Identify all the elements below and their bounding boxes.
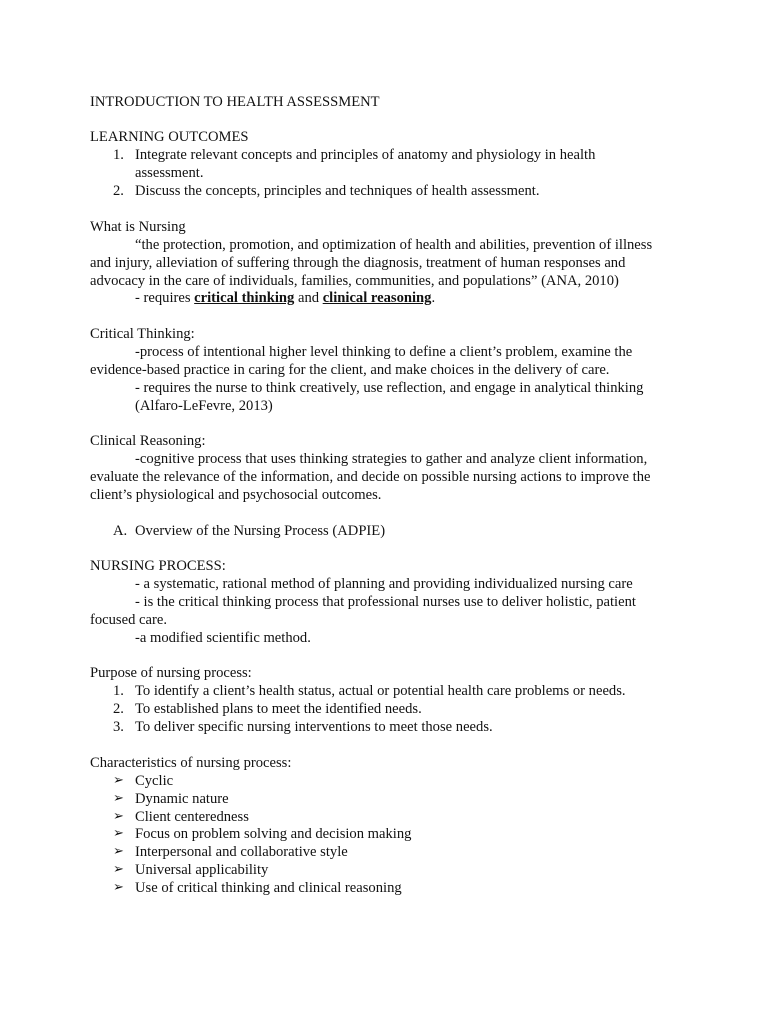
clinical-reasoning-line: client’s physiological and psychosocial outcomes. [90, 487, 382, 503]
clinical-reasoning-line: evaluate the relevance of the information, and decide on possible nursing actions to improve the [90, 469, 651, 485]
overview-heading: Overview of the Nursing Process (ADPIE) [135, 523, 386, 539]
characteristic-item: Cyclic [135, 773, 174, 789]
and-text: and [294, 290, 323, 306]
document-title: INTRODUCTION TO HEALTH ASSESSMENT [90, 94, 380, 110]
arrow-bullet-icon: ➢ [113, 826, 124, 841]
outcome-text: assessment. [135, 165, 204, 181]
nursing-process-line: -a modified scientific method. [135, 630, 311, 646]
critical-thinking-line: (Alfaro-LeFevre, 2013) [135, 398, 273, 414]
purpose-item: To established plans to meet the identified needs. [135, 701, 422, 717]
requires-prefix: - requires [135, 290, 195, 306]
period-text: . [431, 290, 436, 306]
characteristics-heading: Characteristics of nursing process: [90, 755, 292, 771]
nursing-definition-line: and injury, alleviation of suffering through the diagnosis, treatment of human responses and [90, 255, 626, 271]
purpose-item: To identify a client’s health status, actual or potential health care problems or needs. [135, 683, 626, 699]
outcome-text: Discuss the concepts, principles and techniques of health assessment. [135, 183, 540, 199]
characteristic-item: Client centeredness [135, 809, 249, 825]
critical-thinking-line: evidence-based practice in caring for the client, and make choices in the delivery of care. [90, 362, 610, 378]
characteristic-item: Use of critical thinking and clinical reasoning [135, 880, 402, 896]
section-letter: A. [113, 523, 128, 539]
purpose-heading: Purpose of nursing process: [90, 665, 252, 681]
arrow-bullet-icon: ➢ [113, 862, 124, 877]
arrow-bullet-icon: ➢ [113, 880, 124, 895]
arrow-bullet-icon: ➢ [113, 844, 124, 859]
characteristic-item: Interpersonal and collaborative style [135, 844, 348, 860]
nursing-process-heading: NURSING PROCESS: [90, 558, 226, 574]
critical-thinking-term: critical thinking [194, 290, 295, 306]
purpose-number: 3. [113, 719, 124, 735]
arrow-bullet-icon: ➢ [113, 791, 124, 806]
purpose-number: 1. [113, 683, 124, 699]
clinical-reasoning-line: -cognitive process that uses thinking strategies to gather and analyze client information, [135, 451, 648, 467]
nursing-process-line: - is the critical thinking process that professional nurses use to deliver holistic, patient [135, 594, 636, 610]
nursing-requires-line [135, 289, 435, 307]
characteristic-item: Dynamic nature [135, 791, 229, 807]
nursing-definition-line: “the protection, promotion, and optimization of health and abilities, prevention of illness [135, 237, 653, 253]
critical-thinking-heading: Critical Thinking: [90, 326, 195, 342]
nursing-process-line: focused care. [90, 612, 167, 628]
nursing-heading: What is Nursing [90, 219, 186, 235]
clinical-reasoning-term: clinical reasoning [322, 290, 432, 306]
purpose-number: 2. [113, 701, 124, 717]
characteristic-item: Universal applicability [135, 862, 269, 878]
outcome-number: 2. [113, 183, 124, 199]
nursing-process-line: - a systematic, rational method of planning and providing individualized nursing care [135, 576, 633, 592]
arrow-bullet-icon: ➢ [113, 773, 124, 788]
purpose-item: To deliver specific nursing interventions to meet those needs. [135, 719, 493, 735]
critical-thinking-line: - requires the nurse to think creatively, use reflection, and engage in analytical thinking [135, 380, 644, 396]
clinical-reasoning-heading: Clinical Reasoning: [90, 433, 206, 449]
outcome-number: 1. [113, 147, 124, 163]
nursing-definition-line: advocacy in the care of individuals, families, communities, and populations” (ANA, 2010) [90, 273, 619, 289]
critical-thinking-line: -process of intentional higher level thinking to define a client’s problem, examine the [135, 344, 633, 360]
learning-outcomes-heading: LEARNING OUTCOMES [90, 129, 249, 145]
characteristic-item: Focus on problem solving and decision making [135, 826, 412, 842]
arrow-bullet-icon: ➢ [113, 809, 124, 824]
outcome-text: Integrate relevant concepts and principles of anatomy and physiology in health [135, 147, 596, 163]
